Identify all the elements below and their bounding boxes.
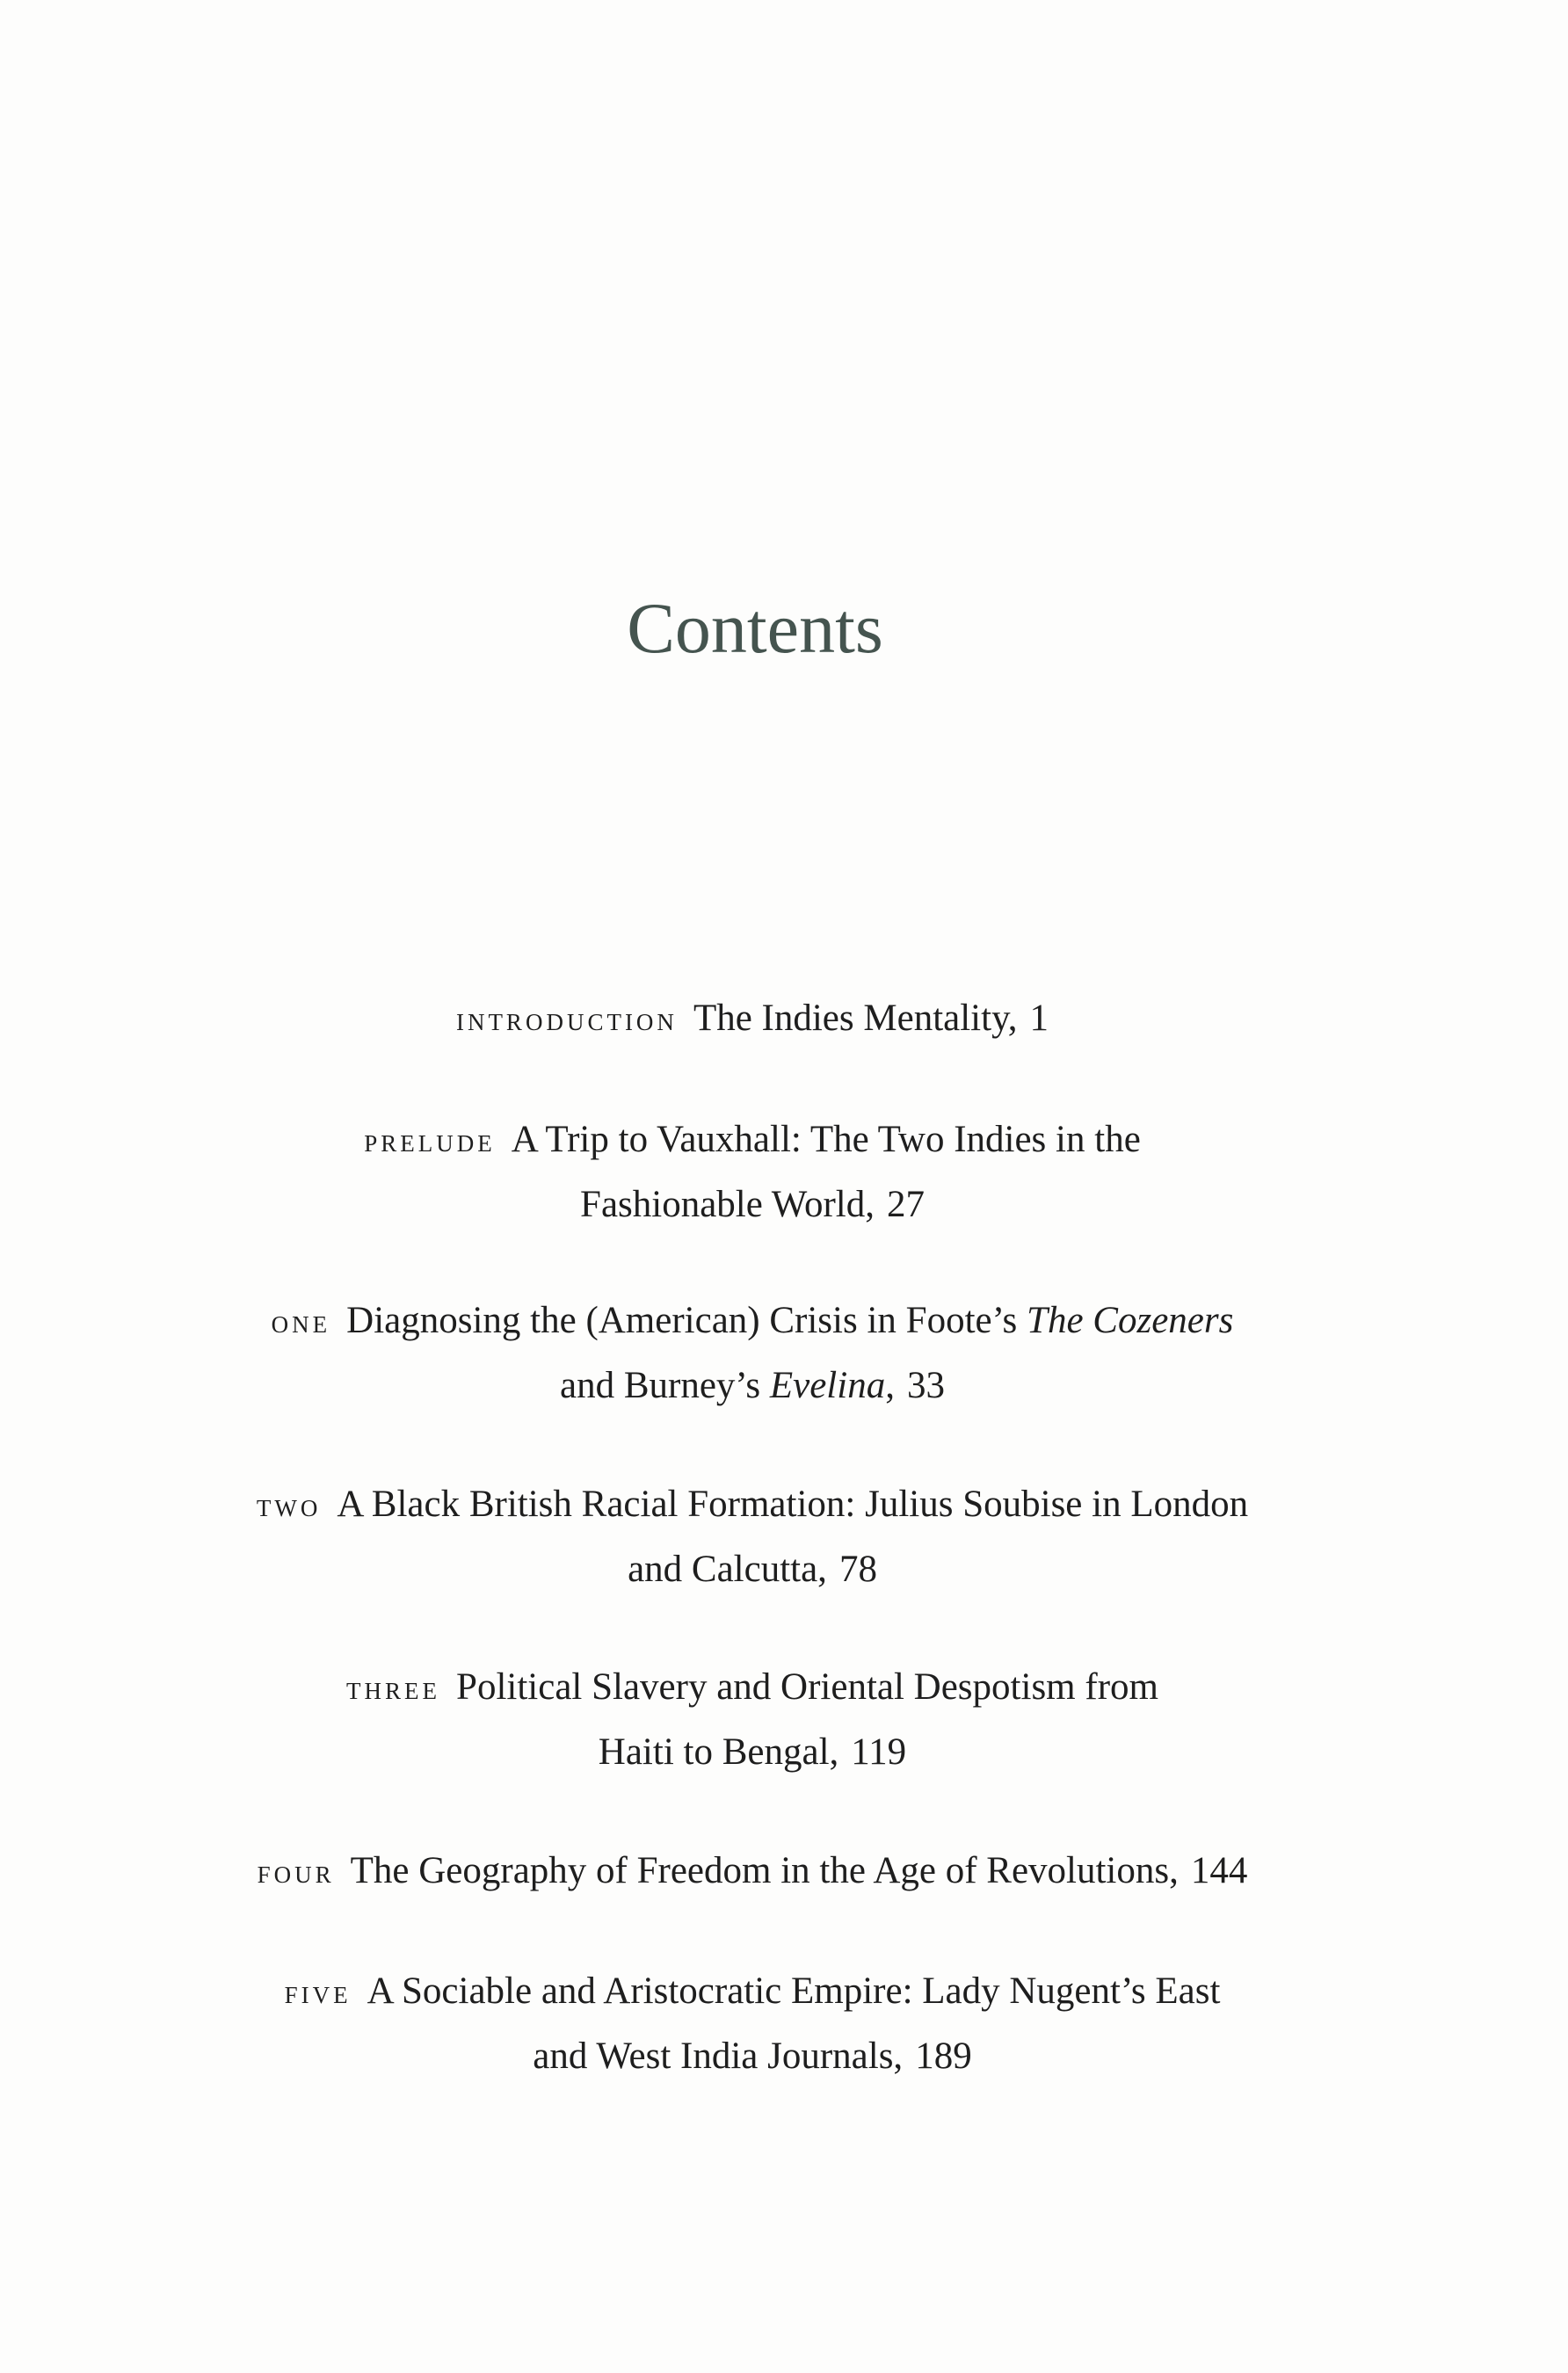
entry-title: A Sociable and Aristocratic Empire: Lady Nugent’s East [367,1970,1221,2012]
entry-label: FIVE [284,1982,352,2008]
toc-entry-three[interactable] [0,1657,1505,1782]
entry-page: 27 [886,1184,925,1225]
entry-title-italic: Evelina [769,1365,886,1406]
entry-page: 78 [838,1549,877,1590]
entry-page: 1 [1029,998,1049,1039]
entry-label: TWO [256,1495,322,1521]
entry-title: Diagnosing the (American) Crisis in Foote’s [346,1300,1027,1341]
toc-entry-one[interactable] [0,1290,1505,1416]
entry-title-italic: The Cozeners [1027,1300,1234,1341]
entry-title: The Geography of Freedom in the Age of Revolutions, [350,1850,1179,1891]
toc-entry-prelude[interactable] [0,1109,1505,1235]
entry-title-cont: and Calcutta, [628,1549,827,1590]
entry-page: 144 [1190,1850,1248,1891]
entry-title-cont: and Burney’s [560,1365,770,1406]
toc-entry-two[interactable] [0,1474,1505,1600]
toc-entry-four[interactable] [0,1840,1505,1905]
entry-title: A Black British Racial Formation: Julius Soubise in London [337,1484,1249,1525]
entry-label: THREE [346,1678,441,1704]
entry-page: 189 [915,2036,972,2077]
entry-label: ONE [271,1311,331,1338]
toc-entry-five[interactable] [0,1961,1505,2086]
entry-title: Political Slavery and Oriental Despotism from [456,1666,1158,1708]
entry-title: A Trip to Vauxhall: The Two Indies in the [511,1119,1141,1160]
entry-label: PRELUDE [364,1130,496,1157]
entry-punct: , [885,1365,895,1406]
entry-title-cont: and West India Journals, [533,2036,904,2077]
entry-page: 33 [906,1365,945,1406]
entry-label: FOUR [257,1861,335,1888]
entry-title-cont: Fashionable World, [580,1184,875,1225]
page-title: Contents [627,588,883,668]
toc-entry-introduction[interactable] [0,988,1505,1053]
entry-title: The Indies Mentality, [693,998,1018,1039]
entry-page: 119 [851,1731,907,1773]
entry-label: INTRODUCTION [455,1009,678,1035]
entry-title-cont: Haiti to Bengal, [598,1731,839,1773]
